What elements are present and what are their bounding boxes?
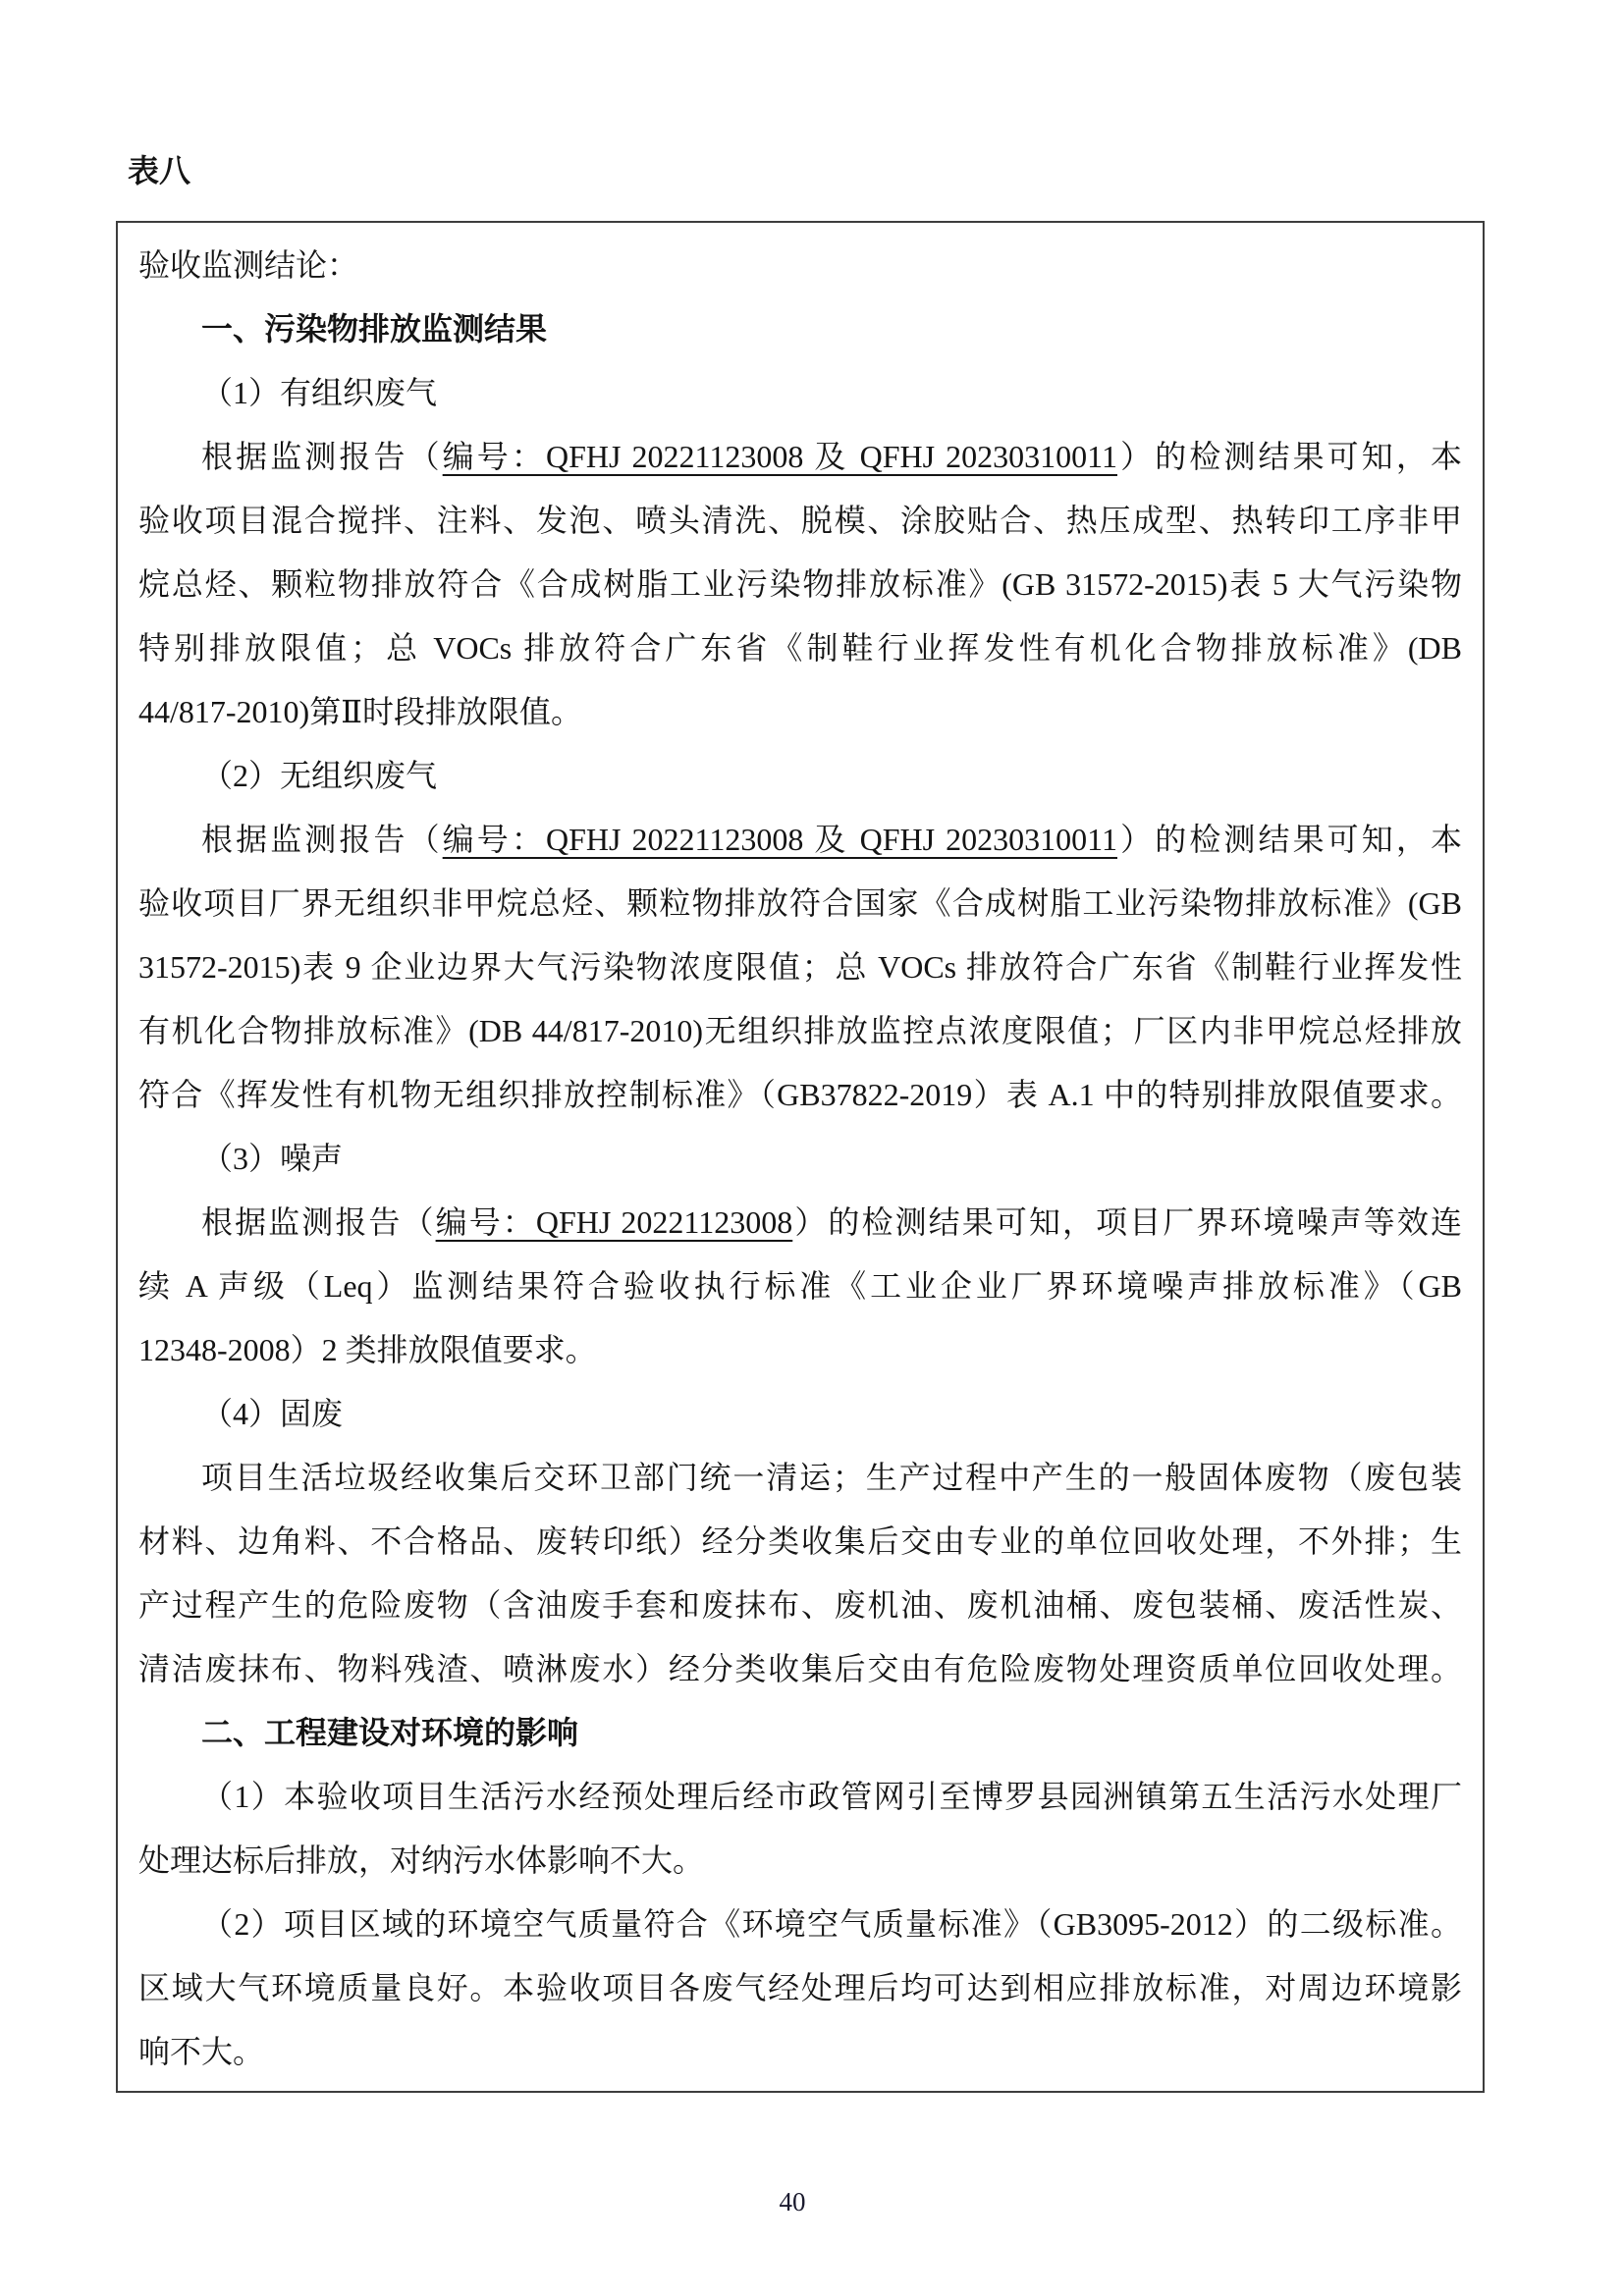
section-heading — [138, 297, 1462, 361]
text-line — [138, 1063, 1462, 1127]
text-segment: 31572-2015)表 9 企业边界大气污染物浓度限值；总 VOCs 排放符合广东省《制鞋行业挥发性 — [138, 949, 1462, 985]
text-segment: 特别排放限值；总 VOCs 排放符合广东省《制鞋行业挥发性有机化合物排放标准》(DB — [138, 630, 1462, 666]
text-line — [138, 1255, 1462, 1318]
text-line — [138, 680, 1462, 744]
page-footer — [0, 2187, 1585, 2217]
text-line — [138, 935, 1462, 999]
text-segment: 续 A 声级（Leq）监测结果符合验收执行标准《工业企业厂界环境噪声排放标准》（GB — [138, 1268, 1462, 1304]
report-number-underline: 编号：QFHJ 20221123008 及 QFHJ 20230310011 — [442, 439, 1117, 474]
text-line — [138, 1446, 1462, 1510]
text-line — [138, 1637, 1462, 1701]
text-segment: 验收监测结论： — [138, 247, 359, 283]
text-line — [138, 999, 1462, 1063]
text-line — [138, 1893, 1462, 1956]
text-line — [138, 489, 1462, 553]
text-segment: 产过程产生的危险废物（含油废手套和废抹布、废机油、废机油桶、废包装桶、废活性炭、 — [138, 1587, 1462, 1623]
text-segment: 44/817-2010)第Ⅱ时段排放限值。 — [138, 694, 582, 729]
text-segment: 符合《挥发性有机物无组织排放控制标准》（GB37822-2019）表 A.1 中的特别排放限值要求。 — [138, 1077, 1462, 1112]
page-number: 40 — [779, 2187, 806, 2216]
text-line — [138, 1829, 1462, 1893]
text-line — [138, 1510, 1462, 1574]
text-segment: 根据监测报告（ — [201, 822, 443, 857]
text-line — [138, 1127, 1462, 1191]
text-line — [138, 1382, 1462, 1446]
text-segment: 响不大。 — [138, 2034, 265, 2069]
text-segment: 处理达标后排放，对纳污水体影响不大。 — [138, 1842, 705, 1878]
text-segment: 清洁废抹布、物料残渣、喷淋废水）经分类收集后交由有危险废物处理资质单位回收处理。 — [138, 1651, 1462, 1686]
text-line — [138, 1765, 1462, 1829]
text-line — [138, 808, 1462, 872]
text-line — [138, 1191, 1462, 1255]
text-segment: ）的检测结果可知，本 — [1117, 822, 1462, 857]
text-segment: （1）有组织废气 — [201, 375, 438, 410]
text-segment: 材料、边角料、不合格品、废转印纸）经分类收集后交由专业的单位回收处理，不外排；生 — [138, 1523, 1462, 1559]
text-segment: ）的检测结果可知，项目厂界环境噪声等效连 — [792, 1204, 1462, 1240]
text-line — [138, 1318, 1462, 1382]
text-segment: 根据监测报告（ — [201, 439, 443, 474]
text-segment: 区域大气环境质量良好。本验收项目各废气经处理后均可达到相应排放标准，对周边环境影 — [138, 1970, 1462, 2005]
text-segment: （4）固废 — [201, 1396, 344, 1431]
text-segment: （3）噪声 — [201, 1141, 344, 1176]
text-segment: （1）本验收项目生活污水经预处理后经市政管网引至博罗县园洲镇第五生活污水处理厂 — [201, 1779, 1462, 1814]
text-line — [138, 425, 1462, 489]
text-line — [138, 744, 1462, 808]
text-segment: （2）项目区域的环境空气质量符合《环境空气质量标准》（GB3095-2012）的二级标准。 — [201, 1906, 1462, 1942]
table-label: 表八 — [128, 153, 191, 188]
text-segment: ）的检测结果可知，本 — [1117, 439, 1462, 474]
text-segment: 二、工程建设对环境的影响 — [201, 1715, 579, 1750]
text-segment: （2）无组织废气 — [201, 758, 438, 793]
report-number-underline: 编号：QFHJ 20221123008 及 QFHJ 20230310011 — [442, 822, 1117, 857]
text-segment: 一、污染物排放监测结果 — [201, 311, 548, 347]
text-line — [138, 2020, 1462, 2084]
text-segment: 有机化合物排放标准》(DB 44/817-2010)无组织排放监控点浓度限值；厂区内非甲烷总烃排放 — [138, 1013, 1462, 1048]
text-line — [138, 553, 1462, 616]
text-segment: 12348-2008）2 类排放限值要求。 — [138, 1332, 597, 1367]
text-line — [138, 872, 1462, 935]
text-line — [138, 234, 1462, 297]
text-segment: 烷总烃、颗粒物排放符合《合成树脂工业污染物排放标准》(GB 31572-2015)表 5 大气污染物 — [138, 566, 1462, 602]
text-segment: 验收项目混合搅拌、注料、发泡、喷头清洗、脱模、涂胶贴合、热压成型、热转印工序非甲 — [138, 503, 1462, 538]
text-line — [138, 1574, 1462, 1637]
report-number-underline: 编号：QFHJ 20221123008 — [435, 1204, 793, 1240]
text-line — [138, 616, 1462, 680]
content-box — [116, 221, 1485, 2093]
text-segment: 验收项目厂界无组织非甲烷总烃、颗粒物排放符合国家《合成树脂工业污染物排放标准》(GB — [138, 885, 1462, 921]
text-line — [138, 1956, 1462, 2020]
text-segment: 项目生活垃圾经收集后交环卫部门统一清运；生产过程中产生的一般固体废物（废包装 — [201, 1460, 1462, 1495]
section-heading — [138, 1701, 1462, 1765]
text-segment: 根据监测报告（ — [201, 1204, 436, 1240]
text-line — [138, 361, 1462, 425]
